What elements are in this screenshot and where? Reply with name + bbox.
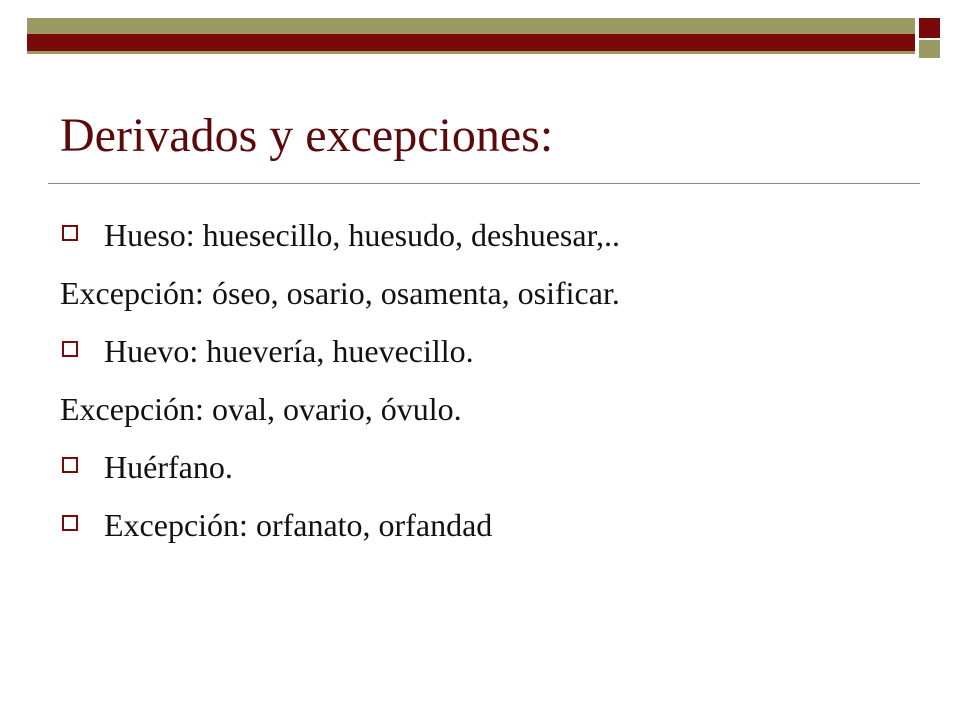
title-divider: [48, 183, 920, 184]
exception-line-hueso: Excepción: óseo, osario, osamenta, osificar.: [60, 275, 620, 311]
top-banner-olive-thin-stripe: [27, 51, 915, 54]
square-bullet-icon: [62, 457, 78, 473]
top-banner-maroon-stripe: [27, 34, 915, 51]
bullet-item-hueso: Hueso: huesecillo, huesudo, deshuesar,..: [104, 217, 620, 253]
top-banner-olive-stripe: [27, 18, 915, 34]
square-bullet-icon: [62, 515, 78, 531]
bullet-item-huevo: Huevo: huevería, huevecillo.: [104, 333, 474, 369]
bullet-item-huerfano: Huérfano.: [104, 449, 233, 485]
square-bullet-icon: [62, 341, 78, 357]
corner-block-maroon: [919, 18, 940, 38]
corner-block-olive: [919, 40, 940, 58]
square-bullet-icon: [62, 225, 78, 241]
exception-line-huevo: Excepción: oval, ovario, óvulo.: [60, 391, 462, 427]
bullet-item-huerfano-exception: Excepción: orfanato, orfandad: [104, 507, 493, 543]
slide-title: Derivados y excepciones:: [60, 109, 554, 162]
